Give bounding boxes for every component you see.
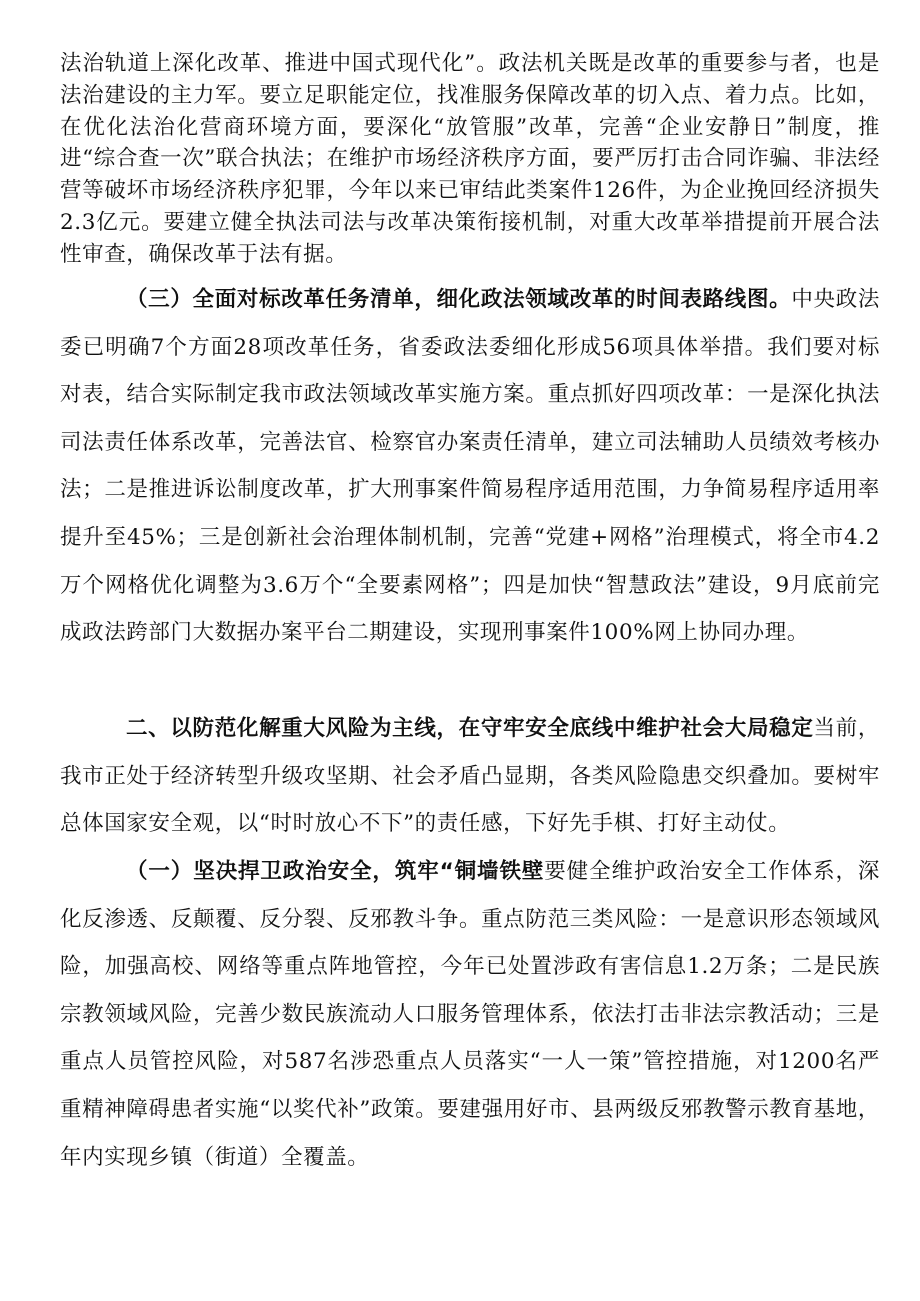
- paragraph-text: 要健全维护政治安全工作体系，深化反渗透、反颠覆、反分裂、反邪教斗争。重点防范三类风险：一是意识形态领域风险，加强高校、网络等重点阵地管控，今年已处置涉政有害信息1.2万条；二是民族宗教领域风险，完善少数民族流动人口服务管理体系，依法打击非法宗教活动；三是重点人员管控风险，对587名涉恐重点人员落实“一人一策”管控措施，对1200名严重精神障碍患者实施“以奖代补”政策。要建强用好市、县两级反邪教警示教育基地，年内实现乡镇（街道）全覆盖。: [60, 859, 880, 1170]
- paragraph-text: 当前，我市正处于经济转型升级攻坚期、社会矛盾凸显期，各类风险隐患交织叠加。要树牢总体国家安全观，以“时时放心不下”的责任感，下好先手棋、打好主动仗。: [60, 716, 880, 837]
- paragraph-risk-prevention: [0, 705, 880, 848]
- section-heading-1: （一）坚决捍卫政治安全，筑牢“铜墙铁壁: [126, 859, 545, 884]
- section-heading-3: （三）全面对标改革任务清单，细化政法领域改革的时间表路线图。: [126, 287, 792, 312]
- section-heading-two: 二、以防范化解重大风险为主线，在守牢安全底线中维护社会大局稳定: [126, 716, 814, 741]
- paragraph-text: 中央政法委已明确7个方面28项改革任务，省委政法委细化形成56项具体举措。我们要对标对表，结合实际制定我市政法领域改革实施方案。重点抓好四项改革：一是深化执法司法责任体系改革，完善法官、检察官办案责任清单，建立司法辅助人员绩效考核办法；二是推进诉讼制度改革，扩大刑事案件简易程序适用范围，力争简易程序适用率提升至45%；三是创新社会治理体制机制，完善“党建+网格”治理模式，将全市4.2万个网格优化调整为3.6万个“全要素网格”；四是加快“智慧政法”建设，9月底前完成政法跨部门大数据办案平台二期建设，实现刑事案件100%网上协同办理。: [60, 287, 880, 646]
- paragraph-political-security: [0, 848, 880, 1181]
- paragraph-reform-task-list: [0, 276, 880, 657]
- paragraph-rule-of-law-reform: [0, 48, 880, 271]
- paragraph-text: 法治轨道上深化改革、推进中国式现代化”。政法机关既是改革的重要参与者，也是法治建设的主力军。要立足职能定位，找准服务保障改革的切入点、着力点。比如，在优化法治化营商环境方面，要深化“放管服”改革，完善“企业安静日”制度，推进“综合查一次”联合执法；在维护市场经济秩序方面，要严厉打击合同诈骗、非法经营等破坏市场经济秩序犯罪，今年以来已审结此类案件126件，为企业挽回经济损失2.3亿元。要建立健全执法司法与改革决策衔接机制，对重大改革举措提前开展合法性审查，确保改革于法有据。: [60, 51, 880, 267]
